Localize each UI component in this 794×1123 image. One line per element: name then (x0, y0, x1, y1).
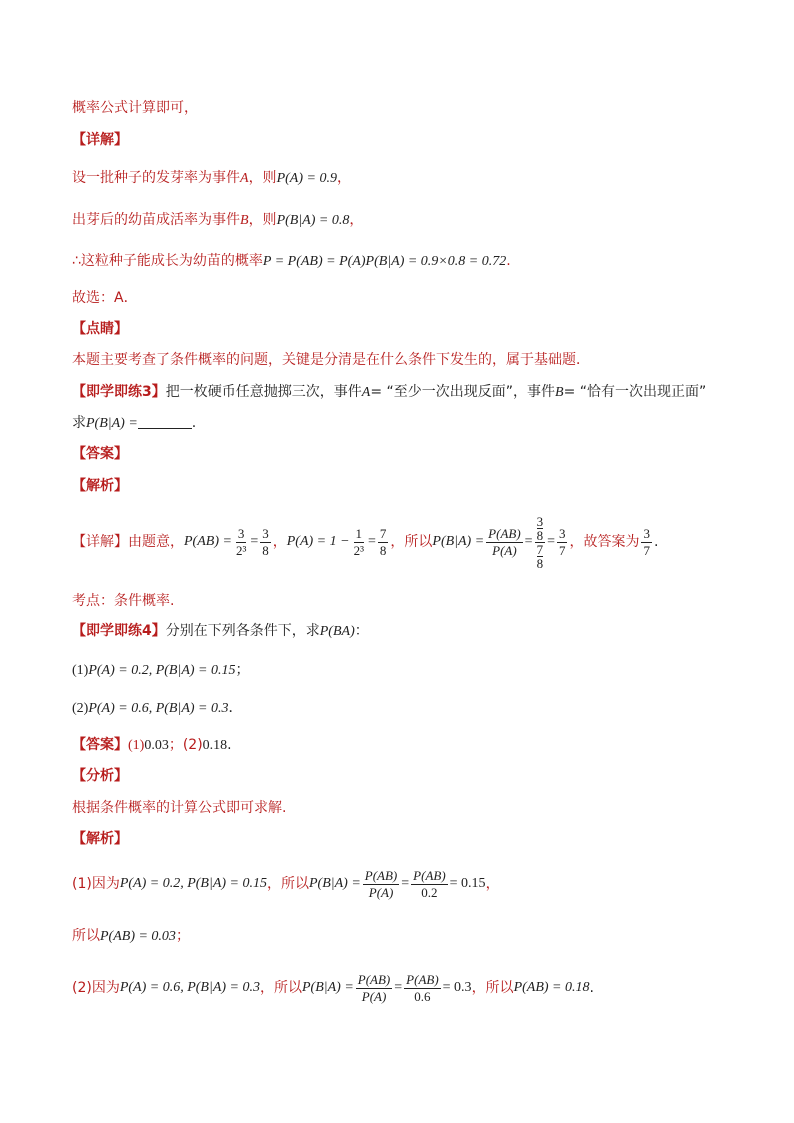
fraction: $\frac{P(AB)}{P(A)}$ (357, 971, 391, 1004)
exercise-label: 【即学即练4】 (72, 623, 166, 639)
text-line: (1)P(A) = 0.2, P(B|A) = 0.15； (72, 662, 250, 678)
text: 【答案】 (72, 446, 128, 462)
answer-label: 【答案】 (72, 737, 128, 753)
text-line: (2)P(A) = 0.6, P(B|A) = 0.3． (72, 700, 243, 716)
text: 本题主要考查了条件概率的问题，关键是分清是在什么条件下发生的，属于基础题． (72, 352, 590, 368)
fraction: $\frac{3}{8}$ (262, 525, 269, 558)
math: P(B|A) = (86, 416, 138, 431)
compound-fraction: 3 8 7 8 (536, 513, 544, 571)
text: 【点睛】 (72, 321, 128, 337)
text-line: 所以P(AB) = 0.03； (72, 928, 190, 944)
text: 分别在下列各条件下，求 (165, 623, 320, 639)
answer-blank (138, 414, 192, 429)
fraction: $\frac{P(AB)}{0.2}$ (413, 867, 446, 900)
text: 【解析】 (72, 831, 128, 847)
math: P(B|A) = (432, 534, 485, 549)
text: = “至少一次出现反面”，事件 (370, 384, 555, 400)
text-line (72, 413, 196, 434)
text-line (72, 210, 363, 231)
fraction: $\frac{P(AB)}{0.6}$ (406, 971, 439, 1004)
text: . (506, 253, 511, 269)
math: P = P(AB) = P(A)P(B|A) = 0.9×0.8 = 0.72 (262, 254, 507, 269)
text: . (191, 415, 197, 431)
text-line (72, 288, 138, 308)
exercise-label: 【即学即练3】 (72, 384, 166, 400)
text: 出芽后的幼苗成活率为事件 (72, 212, 240, 228)
text-line (72, 621, 369, 642)
text: ， (336, 170, 351, 186)
math: P(B|A) = 0.8 (276, 213, 350, 228)
text-line (72, 350, 590, 370)
math: P(A) = 0.2, P(B|A) = 0.15 (88, 663, 236, 678)
fraction: $\frac{1}{\text{2³}}$ (353, 525, 364, 558)
math: P(BA) (319, 624, 355, 639)
math: B (240, 213, 249, 228)
fraction: $\frac{3}{\text{2³}}$ (235, 525, 247, 558)
math: P(A) = 0.9 (276, 171, 337, 186)
math: P(A) = 0.6, P(B|A) = 0.3 (119, 980, 260, 995)
section-label (72, 829, 128, 849)
section-label (72, 476, 128, 496)
text: ， (349, 212, 364, 228)
math: B (555, 385, 564, 400)
fraction: $\frac{3}{7}$ (643, 525, 650, 558)
fraction: $\frac{P(AB)}{P(A)}$ (488, 525, 521, 558)
text: 故选：A． (72, 290, 138, 306)
section-label (72, 766, 128, 786)
math: P(B|A) = (302, 980, 354, 995)
text: 概率公式计算即可， (72, 100, 198, 116)
section-label (72, 319, 128, 339)
text-line (72, 591, 174, 611)
math: P(A) = 0.6, P(B|A) = 0.3 (88, 701, 229, 716)
text: 【分析】 (72, 768, 128, 784)
fraction: $\frac{7}{8}$ (379, 525, 387, 558)
math: P(AB) = 0.03 (100, 929, 176, 944)
text: 【详解】由题意， (72, 534, 184, 550)
text: 设一批种子的发芽率为事件 (72, 170, 240, 186)
text: ∴这粒种子能成长为幼苗的概率 (72, 253, 263, 269)
text: 【解析】 (72, 478, 128, 494)
solution-line: (2)因为 P(A) = 0.6, P(B|A) = 0.3 ，所以 P(B|A) = $\frac{P(AB)}{P(A)}$ = $\frac{P(AB)}{0.6}$ = 0.3 ，所以 P(AB) = 0.18 . (72, 971, 594, 1004)
text: = “恰有一次出现正面” (563, 384, 707, 400)
text: 根据条件概率的计算公式即可求解. (72, 800, 287, 816)
math: P(A) = 0.2, P(B|A) = 0.15 (119, 876, 267, 891)
math: P(AB) = 0.18 (513, 980, 590, 995)
fraction: $\frac{3}{7}$ (558, 525, 566, 558)
text: ，则 (248, 170, 277, 186)
text-line (72, 798, 286, 818)
text-line (72, 168, 351, 189)
math: P(B|A) = (309, 876, 361, 891)
text-line (72, 98, 198, 118)
section-label (72, 444, 128, 464)
text-line: 【答案】(1)0.03；(2)0.18. (72, 737, 232, 753)
text-line (72, 382, 706, 403)
text: 考点：条件概率. (72, 593, 175, 609)
fraction: $\frac{P(AB)}{P(A)}$ (364, 867, 398, 900)
solution-line: 【详解】由题意， P(AB) = $\frac{3}{\text{2³}}$ = $\frac{3}{8}$ ， P(A) = 1 − $\frac{1}{\text{2³}}$ = $\frac{7}{8}$ ，所以 P(B|A) = $\frac{P(AB)}{P(A)}$ = 3 8 7 8 = $\frac{3}{7}$ ，故答案为 $\frac{3}{7}$ . (72, 513, 659, 571)
text: 把一枚硬币任意抛掷三次，事件 (165, 384, 362, 400)
text: 【详解】 (72, 132, 128, 148)
solution-line: (1)因为 P(A) = 0.2, P(B|A) = 0.15 ，所以 P(B|A) = $\frac{P(AB)}{P(A)}$ = $\frac{P(AB)}{0.2}$ = 0.15 ， (72, 867, 500, 900)
math: P(AB) = (184, 534, 232, 549)
text: ： (354, 623, 369, 639)
text: ，则 (248, 212, 277, 228)
text-line (72, 251, 511, 272)
math: A (361, 385, 371, 400)
text: 求 (72, 415, 86, 431)
math: P(A) = 1 − (286, 534, 350, 549)
section-label (72, 130, 128, 150)
math: A (240, 171, 249, 186)
